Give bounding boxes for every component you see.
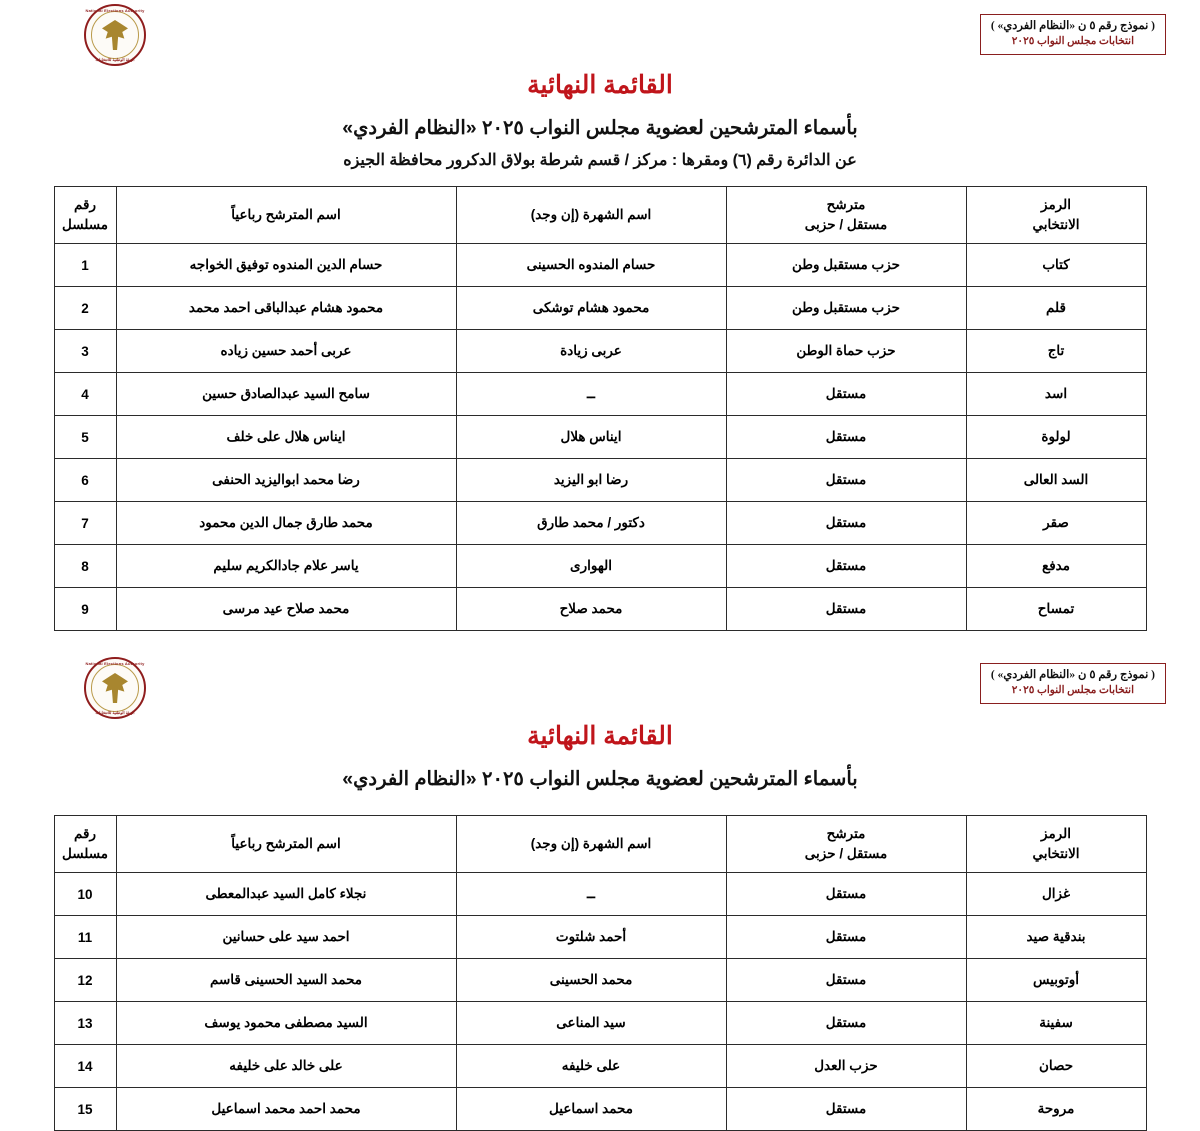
page-subtitle: بأسماء المترشحين لعضوية مجلس النواب ٢٠٢٥ «النظام الفردي» [342,117,858,139]
candidates-table-2-body [54,873,1146,1131]
candidate-affiliation: مستقل [726,588,966,631]
table-row [54,588,1146,631]
candidate-fame-name: أحمد شلتوت [456,916,726,959]
candidate-symbol: كتاب [966,244,1146,287]
candidate-full-name: محمد طارق جمال الدين محمود [116,502,456,545]
candidate-full-name: نجلاء كامل السيد عبدالمعطى [116,873,456,916]
candidate-serial: 15 [54,1088,116,1131]
candidate-fame-name: على خليفه [456,1045,726,1088]
candidate-symbol: تاج [966,330,1146,373]
table-row [54,1088,1146,1131]
candidate-affiliation: حزب حماة الوطن [726,330,966,373]
candidate-fame-name: عربى زيادة [456,330,726,373]
col-affiliation: مترشح مستقل / حزبى [726,187,966,244]
emblem-top-text-2: National Elections Authority [85,661,145,666]
candidate-affiliation: مستقل [726,959,966,1002]
col-fame-name: اسم الشهرة (إن وجد) [456,816,726,873]
candidate-full-name: عربى أحمد حسين زياده [116,330,456,373]
candidate-affiliation: حزب العدل [726,1045,966,1088]
candidates-table-2 [54,815,1147,1131]
candidate-affiliation: مستقل [726,545,966,588]
candidate-full-name: ايناس هلال على خلف [116,416,456,459]
table-row [54,416,1146,459]
candidate-symbol: مدفع [966,545,1146,588]
candidate-affiliation: مستقل [726,1088,966,1131]
candidate-serial: 11 [54,916,116,959]
district-line: عن الدائرة رقم (٦) ومقرها : مركز / قسم شرطة بولاق الدكرور محافظة الجيزه [343,152,857,169]
col-full-name: اسم المترشح رباعياً [116,187,456,244]
form-stamp-2-line2: انتخابات مجلس النواب ٢٠٢٥ [1011,684,1135,696]
candidate-full-name: محمد احمد محمد اسماعيل [116,1088,456,1131]
table-row [54,330,1146,373]
table-header-row-2 [54,816,1146,873]
table-row [54,287,1146,330]
emblem-bottom-text: الهيئة الوطنية للانتخابات [95,57,135,62]
candidate-serial: 8 [54,545,116,588]
candidate-serial: 5 [54,416,116,459]
col-serial: رقم مسلسل [54,187,116,244]
candidate-symbol: بندقية صيد [966,916,1146,959]
candidates-table-1 [54,186,1147,631]
candidate-fame-name: حسام المندوه الحسينى [456,244,726,287]
form-stamp [980,14,1166,55]
form-stamp-line1: ( نموذج رقم ٥ ن «النظام الفردي» ) [990,20,1155,32]
candidate-serial: 1 [54,244,116,287]
page-title-2: القائمة النهائية [527,722,673,750]
candidate-affiliation: مستقل [726,873,966,916]
candidate-fame-name: ايناس هلال [456,416,726,459]
candidate-full-name: حسام الدين المندوه توفيق الخواجه [116,244,456,287]
candidate-affiliation: حزب مستقبل وطن [726,287,966,330]
table-row [54,959,1146,1002]
candidate-fame-name: سيد المناعى [456,1002,726,1045]
candidates-table-1-body [54,244,1146,631]
candidate-full-name: محمد السيد الحسينى قاسم [116,959,456,1002]
candidate-serial: 10 [54,873,116,916]
candidate-fame-name: محمد الحسينى [456,959,726,1002]
candidate-serial: 4 [54,373,116,416]
candidate-serial: 14 [54,1045,116,1088]
candidate-affiliation: مستقل [726,1002,966,1045]
form-stamp-2-line1: ( نموذج رقم ٥ ن «النظام الفردي» ) [990,669,1155,681]
list-page-2 [0,657,1200,1131]
candidate-fame-name: محمد صلاح [456,588,726,631]
col-fame-name: اسم الشهرة (إن وجد) [456,187,726,244]
candidate-fame-name: محمد اسماعيل [456,1088,726,1131]
candidate-symbol: حصان [966,1045,1146,1088]
form-stamp-line2: انتخابات مجلس النواب ٢٠٢٥ [1011,35,1135,47]
candidate-symbol: مروحة [966,1088,1146,1131]
candidate-affiliation: مستقل [726,502,966,545]
form-stamp-2 [980,663,1166,704]
emblem-bottom-text-2: الهيئة الوطنية للانتخابات [95,710,135,715]
candidate-affiliation: مستقل [726,373,966,416]
candidate-symbol: صقر [966,502,1146,545]
candidate-full-name: احمد سيد على حسانين [116,916,456,959]
candidate-fame-name: محمود هشام توشكى [456,287,726,330]
page-title: القائمة النهائية [527,71,673,99]
candidate-full-name: محمد صلاح عيد مرسى [116,588,456,631]
candidate-fame-name: ــ [456,373,726,416]
page-header-2 [28,657,1172,713]
table-row [54,373,1146,416]
candidate-affiliation: مستقل [726,459,966,502]
candidate-affiliation: مستقل [726,916,966,959]
candidate-serial: 6 [54,459,116,502]
candidate-full-name: سامح السيد عبدالصادق حسين [116,373,456,416]
candidate-fame-name: الهوارى [456,545,726,588]
candidate-symbol: غزال [966,873,1146,916]
egypt-eagle-emblem-icon [84,4,146,66]
candidate-full-name: محمود هشام عبدالباقى احمد محمد [116,287,456,330]
table-row [54,502,1146,545]
candidate-fame-name: دكتور / محمد طارق [456,502,726,545]
candidate-serial: 3 [54,330,116,373]
candidate-serial: 9 [54,588,116,631]
candidate-symbol: سفينة [966,1002,1146,1045]
page-header [28,0,1172,62]
candidate-full-name: السيد مصطفى محمود يوسف [116,1002,456,1045]
candidate-serial: 2 [54,287,116,330]
table-row [54,916,1146,959]
candidate-symbol: قلم [966,287,1146,330]
candidate-full-name: ياسر علام جادالكريم سليم [116,545,456,588]
candidate-affiliation: حزب مستقبل وطن [726,244,966,287]
col-symbol: الرمز الانتخابي [966,816,1146,873]
candidate-symbol: تمساح [966,588,1146,631]
egypt-eagle-emblem-icon-2 [84,657,146,719]
candidate-full-name: رضا محمد ابواليزيد الحنفى [116,459,456,502]
candidate-symbol: اسد [966,373,1146,416]
candidate-fame-name: رضا ابو اليزيد [456,459,726,502]
candidate-symbol: أوتوبيس [966,959,1146,1002]
candidate-symbol: السد العالى [966,459,1146,502]
candidate-serial: 12 [54,959,116,1002]
table-row [54,545,1146,588]
col-full-name: اسم المترشح رباعياً [116,816,456,873]
page-subtitle-2: بأسماء المترشحين لعضوية مجلس النواب ٢٠٢٥ «النظام الفردي» [342,768,858,790]
candidate-serial: 7 [54,502,116,545]
candidate-fame-name: ــ [456,873,726,916]
candidate-affiliation: مستقل [726,416,966,459]
col-affiliation: مترشح مستقل / حزبى [726,816,966,873]
candidate-serial: 13 [54,1002,116,1045]
candidate-full-name: على خالد على خليفه [116,1045,456,1088]
table-row [54,873,1146,916]
col-symbol: الرمز الانتخابي [966,187,1146,244]
table-row [54,244,1146,287]
table-row [54,1045,1146,1088]
table-row [54,1002,1146,1045]
candidate-symbol: لولوة [966,416,1146,459]
col-serial: رقم مسلسل [54,816,116,873]
emblem-top-text: National Elections Authority [85,8,145,13]
table-row [54,459,1146,502]
table-header-row [54,187,1146,244]
